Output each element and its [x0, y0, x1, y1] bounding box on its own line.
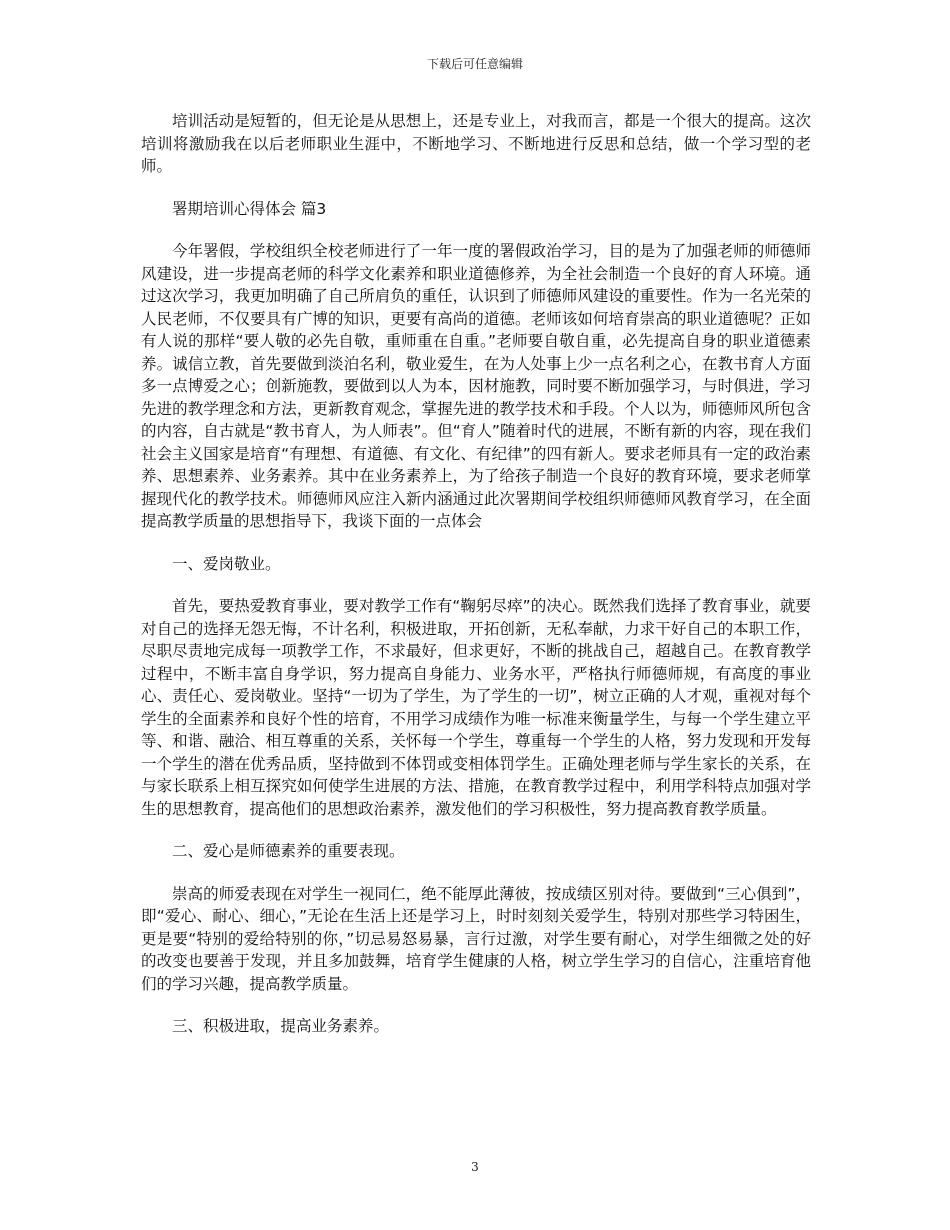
page-number: 3 [471, 1160, 479, 1174]
section-heading: 三、积极进取，提高业务素养。 [172, 1017, 390, 1035]
paragraph: 培训活动是短暂的，但无论是从思想上，还是专业上，对我而言，都是一个很大的提高。这次培训将激励我在以后老师职业生涯中，不断地学习、不断地进行反思和总结，做一个学习型的老师。 [141, 112, 811, 175]
paragraph: 崇高的师爱表现在对学生一视同仁，绝不能厚此薄彼，按成绩区别对待。要做到“三心俱到”，即“爱心、耐心、细心，”无论在生活上还是学习上，时时刻刻关爱学生，特别对那些学习特困生，更是要“特别的爱给特别的你，”切忌易怒易暴，言行过激，对学生要有耐心，对学生细微之处的好的改变也要善于发现，并且多加鼓舞，培育学生健康的人格，树立学生学习的自信心，注重培育他们的学习兴趣，提高教学质量。 [141, 884, 811, 993]
section-title: 署期培训心得体会 篇3 [172, 199, 327, 218]
paragraph: 今年署假，学校组织全校老师进行了一年一度的署假政治学习，目的是为了加强老师的师德师风建设，进一步提高老师的科学文化素养和职业道德修养，为全社会制造一个良好的育人环境。通过这次学习，我更加明确了自己所肩负的重任，认识到了师德师风建设的重要性。作为一名光荣的人民老师，不仅要具有广博的知识，更要有高尚的道德。老师该如何培育崇高的职业道德呢？正如有人说的那样“要人敬的必先自敬，重师重在自重。”老师要自敬自重，必先提高自身的职业道德素养。诚信立教，首先要做到淡泊名利，敬业爱生，在为人处事上少一点名利之心，在教书育人方面多一点博爱之心；创新施教，要做到以人为本，因材施教，同时要不断加强学习，与时俱进，学习先进的教学理念和方法，更新教育观念，掌握先进的教学技术和手段。个人以为，师德师风所包含的内容，自古就是“教书育人，为人师表”。但“育人”随着时代的进展，不断有新的内容，现在我们社会主义国家是培育“有理想、有道德、有文化、有纪律”的四有新人。要求老师具有一定的政治素养、思想素养、业务素养。其中在业务素养上，为了给孩子制造一个良好的教育环境，要求老师掌握现代化的教学技术。师德师风应注入新内涵通过此次署期间学校组织师德师风教育学习，在全面提高教学质量的思想指导下，我谈下面的一点体会 [141, 242, 811, 530]
page-header: 下载后可任意编辑 [426, 57, 523, 71]
document-body [141, 110, 811, 1058]
section-heading: 一、爱岗敬业。 [172, 554, 281, 573]
paragraph: 首先，要热爱教育事业，要对教学工作有“鞠躬尽瘁”的决心。既然我们选择了教育事业，就要对自己的选择无怨无悔，不计名利，积极进取，开拓创新，无私奉献，力求干好自己的本职工作，尽职尽责地完成每一项教学工作，不求最好，但求更好，不断的挑战自己，超越自己。在教育教学过程中，不断丰富自身学识，努力提高自身能力、业务水平，严格执行师德师规，有高度的事业心、责任心、爱岗敬业。坚持“一切为了学生，为了学生的一切”，树立正确的人才观，重视对每个学生的全面素养和良好个性的培育，不用学习成绩作为唯一标准来衡量学生，与每一个学生建立平等、和谐、融洽、相互尊重的关系，关怀每一个学生，尊重每一个学生的人格，努力发现和开发每一个学生的潜在优秀品质，坚持做到不体罚或变相体罚学生。正确处理老师与学生家长的关系，在与家长联系上相互探究如何使学生进展的方法、措施，在教育教学过程中，利用学科特点加强对学生的思想教育，提高他们的思想政治素养，激发他们的学习积极性，努力提高教育教学质量。 [141, 597, 811, 818]
section-heading: 二、爱心是师德素养的重要表现。 [172, 842, 405, 860]
